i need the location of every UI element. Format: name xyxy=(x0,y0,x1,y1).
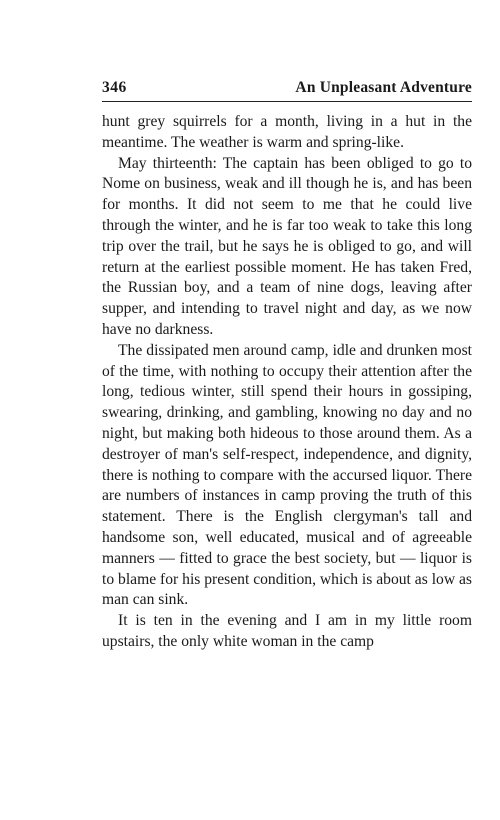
paragraph-ten-in-evening: It is ten in the evening and I am in my little room upstairs, the only white woman in the camp xyxy=(102,612,472,650)
page-number: 346 xyxy=(102,79,127,96)
paragraph-dissipated-men: The dissipated men around camp, idle and drunken most of the time, with nothing to occupy their attention after the long, tedious winter, still spend their hours in gossiping, swearing, drinking, and gambling, knowing no day and no night, but making both hideous to those around them. As a destroyer of man's self-respect, independence, and dignity, there is nothing to compare with the accursed liquor. There are numbers of instances in camp proving the truth of this statement. There is the English clergyman's tall and handsome son, well educated, musical and of agreeable manners — fitted to grace the best society, but — liquor is to blame for his present condition, which is about as low as man can sink. xyxy=(102,341,472,609)
running-title: An Unpleasant Adventure xyxy=(295,79,472,96)
book-page xyxy=(102,78,472,653)
body-text xyxy=(102,112,472,653)
running-head xyxy=(102,78,472,102)
paragraph-may-thirteenth: May thirteenth: The captain has been obliged to go to Nome on business, weak and ill though he is, and has been for months. It did not seem to me that he could live through the winter, and he is far too weak to take this long trip over the trail, but he says he is obliged to go, and will return at the earliest possible moment. He has taken Fred, the Russian boy, and a team of nine dogs, leaving after supper, and intending to travel night and day, as we now have no darkness. xyxy=(102,154,472,338)
paragraph-continued: hunt grey squirrels for a month, living in a hut in the meantime. The weather is warm and spring-like. xyxy=(102,113,472,151)
